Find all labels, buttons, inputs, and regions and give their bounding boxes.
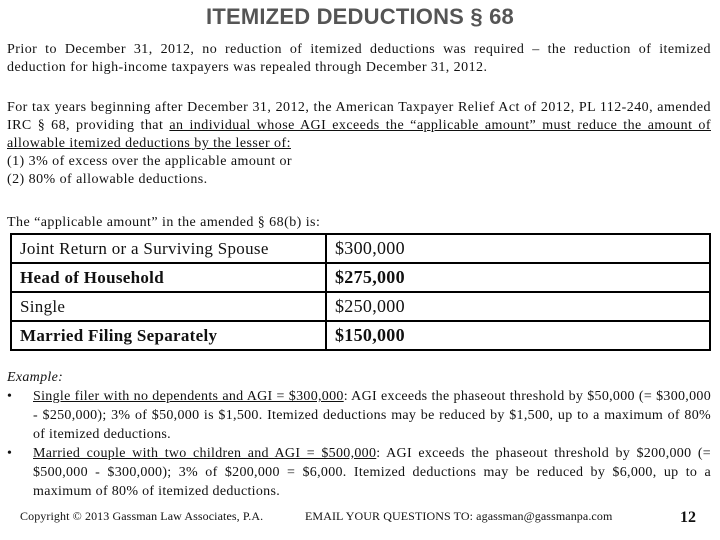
example-section — [7, 368, 711, 501]
page-title: ITEMIZED DEDUCTIONS § 68 — [206, 4, 514, 29]
example-explanation: : AGI exceeds the phaseout threshold by $200,000 (= $500,000 - $300,000); 3% of $200,000 = $6,000. Itemized deductions may be reduced by $6,000, up to a maximum of 80% of itemized deductions. — [33, 446, 712, 499]
amendment-underlined-text: an individual whose AGI exceeds the “applicable amount” must reduce the amount of allowable itemized deductions by the lesser of: — [7, 118, 711, 151]
filing-status-cell: Single — [11, 292, 326, 321]
example-explanation: : AGI exceeds the phaseout threshold by $50,000 (= $300,000 - $250,000); 3% of $50,000 is $1,500. Itemized deductions may be reduced by $1,500, up to a maximum of 80% of itemized deductions. — [33, 389, 711, 442]
filing-status-cell: Head of Household — [11, 263, 326, 292]
amount-cell: $150,000 — [326, 321, 710, 350]
page-number: 12 — [680, 509, 696, 526]
filing-status-cell: Married Filing Separately — [11, 321, 326, 350]
bullet-icon: • — [7, 389, 13, 404]
table-row — [11, 234, 710, 263]
amount-cell: $300,000 — [326, 234, 710, 263]
amendment-item-1: (1) 3% of excess over the applicable amount or — [7, 154, 293, 169]
applicable-amount-table — [10, 233, 711, 351]
bullet-icon: • — [7, 446, 13, 461]
applicable-amount-intro: The “applicable amount” in the amended § 68(b) is: — [7, 215, 321, 230]
table-row — [11, 263, 710, 292]
filing-status-cell: Joint Return or a Surviving Spouse — [11, 234, 326, 263]
amount-cell: $275,000 — [326, 263, 710, 292]
table-row — [11, 292, 710, 321]
example-label: Example: — [7, 370, 64, 385]
list-item — [7, 387, 711, 444]
amount-cell: $250,000 — [326, 292, 710, 321]
copyright-notice: Copyright © 2013 Gassman Law Associates, P.A. — [20, 509, 264, 523]
amendment-paragraph — [7, 99, 711, 189]
amendment-lead-text: For tax years beginning after December 31, 2012, the American Taxpayer Relief Act of 2012, PL 112-240, amended IRC § 68, providing that — [7, 100, 711, 133]
intro-paragraph: Prior to December 31, 2012, no reduction of itemized deductions was required – the reduction of itemized deduction for high-income taxpayers was repealed through December 31, 2012. — [7, 42, 711, 75]
table-row — [11, 321, 710, 350]
list-item — [7, 444, 711, 501]
example-scenario: Single filer with no dependents and AGI = $300,000 — [33, 389, 344, 404]
contact-email: EMAIL YOUR QUESTIONS TO: agassman@gassmanpa.com — [305, 509, 613, 523]
amendment-item-2: (2) 80% of allowable deductions. — [7, 172, 208, 187]
example-scenario: Married couple with two children and AGI = $500,000 — [33, 446, 377, 461]
